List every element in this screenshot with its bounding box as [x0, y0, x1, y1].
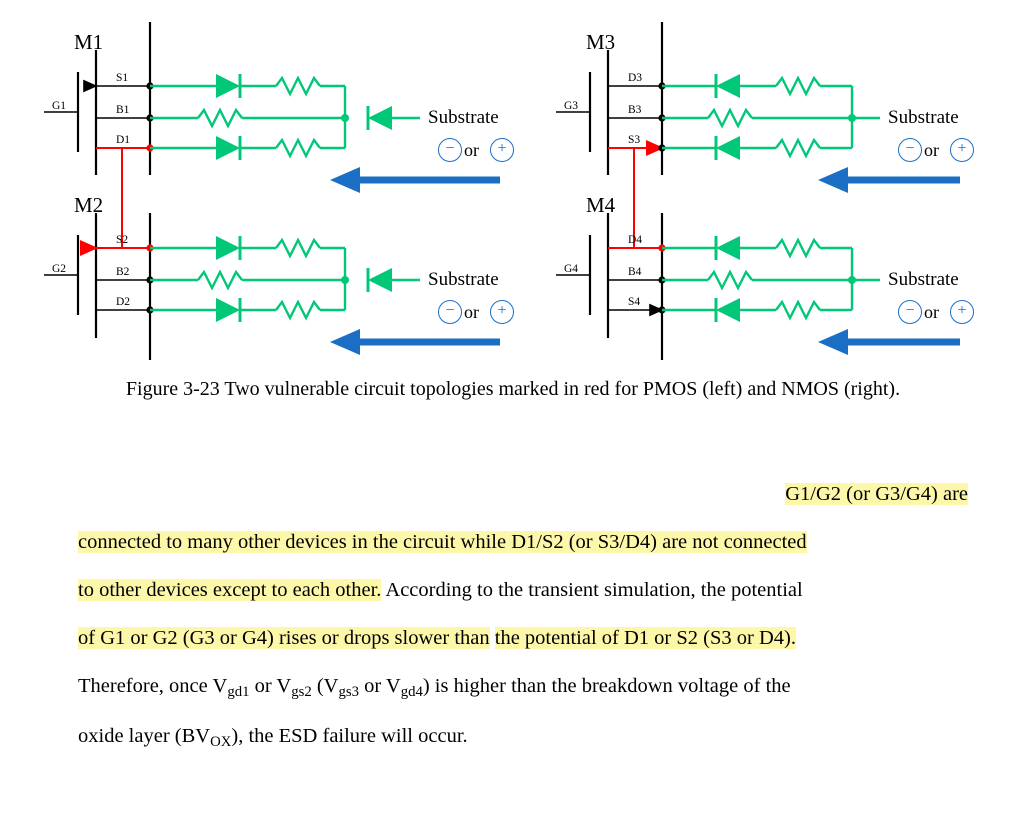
body-segment-5e: ) is higher than the breakdown voltage of the: [422, 675, 791, 697]
label-b4: B4: [628, 266, 642, 278]
label-g3: G3: [564, 100, 579, 112]
label-d3: D3: [628, 72, 643, 84]
body-segment-1: G1/G2 (or G3/G4) are: [785, 483, 968, 505]
polarity-or-m2: or: [464, 302, 479, 322]
label-s3: S3: [628, 134, 641, 146]
m2-esd-network: [150, 236, 420, 322]
label-m1: M1: [74, 30, 104, 54]
polarity-plus-m2: +: [490, 300, 514, 324]
transistor-m4: [556, 213, 666, 360]
body-segment-5a: Therefore, once V: [78, 675, 228, 697]
body-segment-4b: the potential of D1 or S2 (S3 or D4).: [494, 627, 796, 649]
m2-current-arrow: [330, 329, 500, 355]
m1-current-arrow: [330, 167, 500, 193]
label-m4: M4: [586, 193, 616, 217]
body-segment-2: connected to many other devices in the circuit while D1/S2 (or S3/D4) are not connected: [78, 531, 807, 553]
label-substrate-m2: Substrate: [428, 269, 499, 290]
polarity-or-m4: or: [924, 302, 939, 322]
label-g1: G1: [52, 100, 67, 112]
label-d1: D1: [116, 134, 131, 146]
figure-caption: Figure 3-23 Two vulnerable circuit topologies marked in red for PMOS (left) and NMOS (right).: [125, 378, 901, 400]
body-segment-5c: (V: [311, 675, 339, 697]
label-substrate-m4: Substrate: [888, 269, 959, 290]
label-g2: G2: [52, 263, 67, 275]
polarity-minus-m2: −: [438, 300, 462, 324]
label-b2: B2: [116, 266, 130, 278]
body-segment-5d: or V: [358, 675, 401, 697]
polarity-plus-m1: +: [490, 138, 514, 162]
body-segment-6a: oxide layer (BV: [78, 725, 211, 747]
polarity-minus-m1: −: [438, 138, 462, 162]
body-sub-ox: OX: [210, 734, 232, 751]
body-paragraph: [78, 470, 968, 762]
circuit-figure: [0, 0, 1026, 380]
polarity-plus-m3: +: [950, 138, 974, 162]
m4-current-arrow: [818, 329, 960, 355]
polarity-plus-m4: +: [950, 300, 974, 324]
body-sub-gs3: gs3: [338, 684, 359, 701]
polarity-minus-m3: −: [898, 138, 922, 162]
label-s2: S2: [116, 234, 129, 246]
label-d4: D4: [628, 234, 643, 246]
label-d2: D2: [116, 296, 131, 308]
polarity-or-m1: or: [464, 140, 479, 160]
label-s4: S4: [628, 296, 641, 308]
label-m3: M3: [586, 30, 616, 54]
label-s1: S1: [116, 72, 129, 84]
label-m2: M2: [74, 193, 104, 217]
body-segment-3-plain: According to the transient simulation, the potential: [381, 579, 803, 601]
body-segment-6b: ), the ESD failure will occur.: [231, 725, 468, 747]
body-sub-gd4: gd4: [400, 684, 423, 701]
circuit-schematic-svg: [0, 0, 1026, 380]
m3-current-arrow: [818, 167, 960, 193]
polarity-or-m3: or: [924, 140, 939, 160]
body-sub-gd1: gd1: [227, 684, 250, 701]
m3-esd-network: [662, 74, 880, 160]
body-sub-gs2: gs2: [291, 684, 312, 701]
transistor-m2: [44, 213, 154, 360]
m4-esd-network: [662, 236, 880, 322]
body-segment-5b: or V: [249, 675, 292, 697]
label-substrate-m3: Substrate: [888, 107, 959, 128]
polarity-minus-m4: −: [898, 300, 922, 324]
label-substrate-m1: Substrate: [428, 107, 499, 128]
m1-esd-network: [150, 74, 420, 160]
body-segment-3: to other devices except to each other.: [78, 579, 382, 601]
label-b1: B1: [116, 104, 130, 116]
label-b3: B3: [628, 104, 642, 116]
body-segment-4: of G1 or G2 (G3 or G4) rises or drops slower than: [78, 627, 490, 649]
label-g4: G4: [564, 263, 579, 275]
